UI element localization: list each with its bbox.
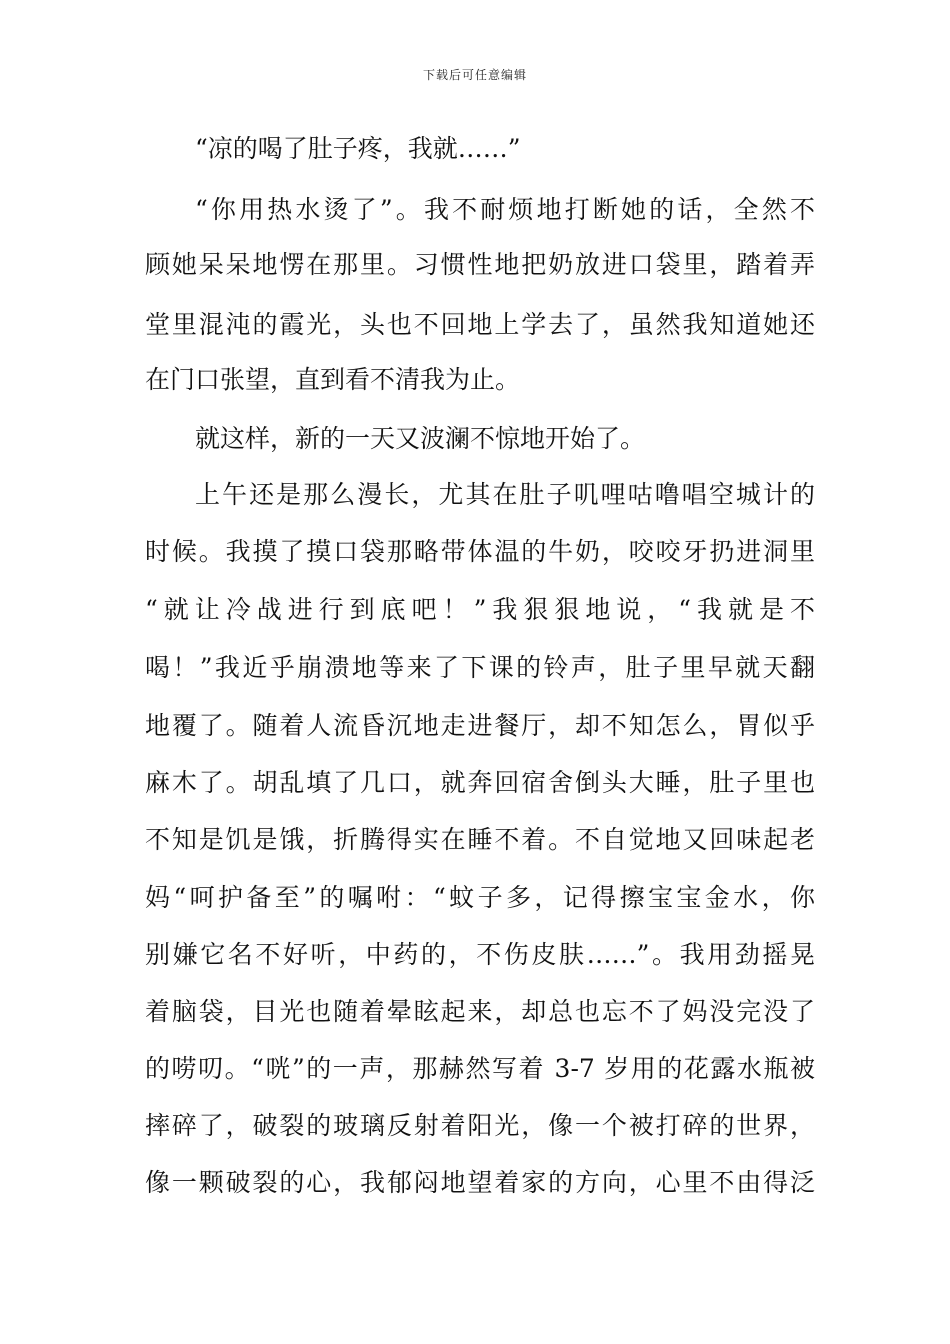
text-line: 着脑袋，目光也随着晕眩起来，却总也忘不了妈没完没了 (145, 997, 815, 1026)
text-line: 摔碎了，破裂的玻璃反射着阳光，像一个被打碎的世界， (145, 1111, 815, 1140)
text-line: 的唠叨。“咣”的一声，那赫然写着 3-7 岁用的花露水瓶被 (145, 1054, 815, 1083)
text-line: 顾她呆呆地愣在那里。习惯性地把奶放进口袋里，踏着弄 (145, 250, 815, 279)
text-line: 就这样，新的一天又波澜不惊地开始了。 (195, 424, 646, 453)
text-line: 别嫌它名不好听，中药的，不伤皮肤……”。我用劲摇晃 (145, 940, 815, 969)
text-line: 喝！”我近乎崩溃地等来了下课的铃声，肚子里早就天翻 (145, 653, 815, 682)
text-line: 麻木了。胡乱填了几口，就奔回宿舍倒头大睡，肚子里也 (145, 768, 815, 797)
text-line: 在门口张望，直到看不清我为止。 (145, 365, 521, 394)
text-line: 妈“呵护备至”的嘱咐：“蚊子多，记得擦宝宝金水，你 (145, 883, 815, 912)
page-header: 下载后可任意编辑 (422, 68, 527, 82)
text-line: 不知是饥是饿，折腾得实在睡不着。不自觉地又回味起老 (145, 825, 815, 854)
text-line: 像一颗破裂的心，我郁闷地望着家的方向，心里不由得泛 (145, 1168, 815, 1197)
text-line: 时候。我摸了摸口袋那略带体温的牛奶，咬咬牙扔进洞里 (145, 537, 815, 566)
text-line: 地覆了。随着人流昏沉地走进餐厅，却不知怎么，胃似乎 (145, 711, 815, 740)
text-line: “凉的喝了肚子疼，我就……” (195, 134, 521, 163)
text-line: “就让冷战进行到底吧！”我狠狠地说，“我就是不 (145, 595, 815, 624)
text-line: 堂里混沌的霞光，头也不回地上学去了，虽然我知道她还 (145, 310, 815, 339)
text-line: 上午还是那么漫长，尤其在肚子叽哩咕噜唱空城计的 (195, 480, 815, 509)
text-line: “你用热水烫了”。我不耐烦地打断她的话，全然不 (195, 195, 815, 224)
